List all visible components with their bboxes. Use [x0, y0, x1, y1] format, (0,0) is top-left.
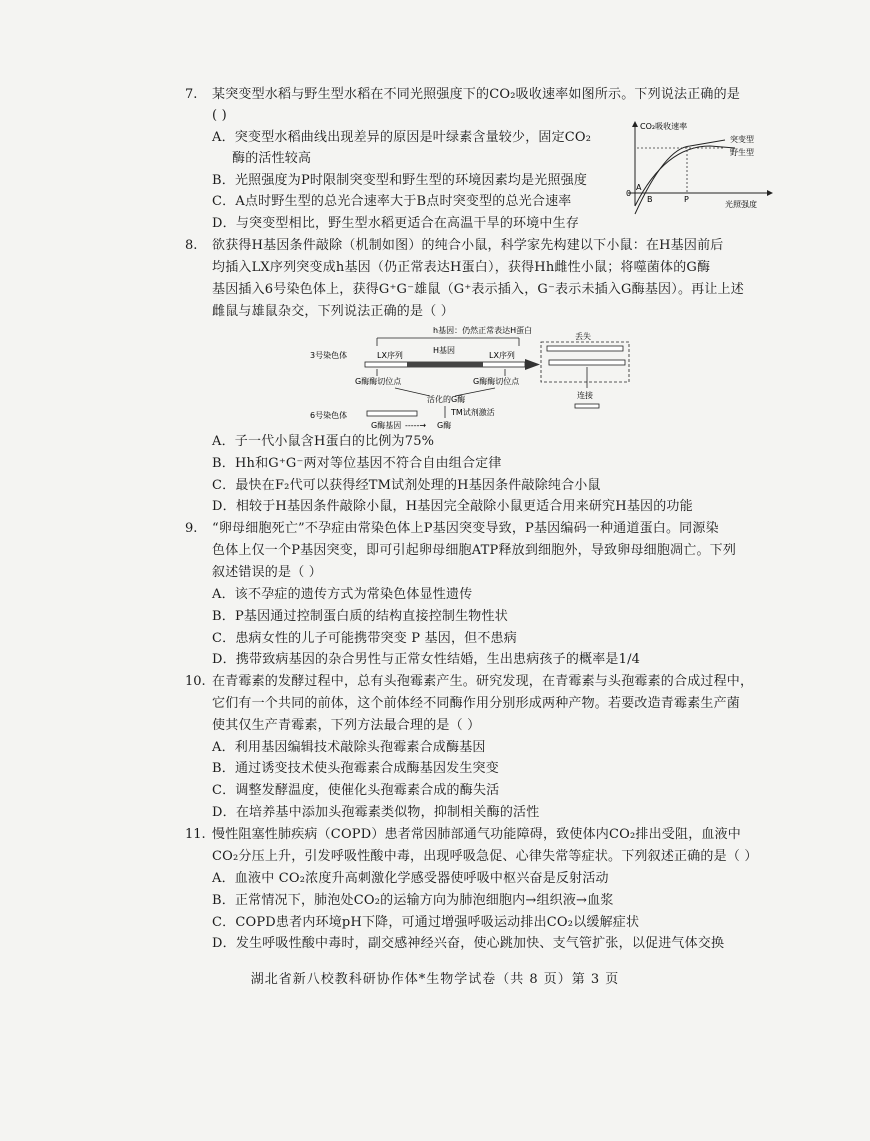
q9-stem-line3: 叙述错误的是（ ） — [212, 565, 322, 580]
q8-diagram-chr3: 3号染色体 — [310, 351, 348, 360]
q7-graph-x-arrow — [767, 190, 773, 196]
q8-diagram-h-gene: H基因 — [433, 346, 456, 355]
q8-chr6-bar — [367, 411, 417, 416]
q11-option-d: D．发生呼吸性酸中毒时，副交感神经兴奋，使心跳加快、支气管扩张，以促进气体交换 — [212, 936, 725, 951]
q11-option-a: A．血液中 CO₂浓度升高刺激化学感受器使呼吸中枢兴奋是反射活动 — [212, 871, 609, 886]
q7-stem-line2: ( ) — [212, 108, 227, 123]
q8-diagram-cut-right: G酶酶切位点 — [473, 377, 520, 386]
q7-graph-point-a: A — [636, 183, 642, 192]
q8-diagram-cut-left: G酶酶切位点 — [355, 377, 402, 386]
q10-stem-line3: 使其仅生产青霉素，下列方法最合理的是（ ） — [212, 718, 481, 733]
q8-stem-line3: 基因插入6号染色体上，获得G⁺G⁻雄鼠（G⁺表示插入，G⁻表示未插入G酶基因）。再让上述 — [212, 282, 744, 297]
q7-graph-origin: 0 — [626, 189, 632, 198]
q8-arrow-right-icon — [525, 359, 540, 370]
q9-number: 9. — [185, 521, 198, 536]
q11-stem-line2: CO₂分压上升，引发呼吸性酸中毒，出现呼吸急促、心律失常等症状。下列叙述正确的是（ ） — [212, 849, 758, 864]
q7-stem-line1: 某突变型水稻与野生型水稻在不同光照强度下的CO₂吸收速率如图所示。下列说法正确的是 — [212, 87, 741, 102]
q10-stem-line1: 在青霉素的发酵过程中，总有头孢霉素产生。研究发现，在青霉素与头孢霉素的合成过程中， — [212, 674, 754, 689]
q11-number: 11. — [185, 827, 206, 842]
q7-graph-point-p: P — [684, 195, 689, 204]
q8-diagram-chr6: 6号染色体 — [310, 411, 348, 420]
q8-diagram-lx-right: LX序列 — [489, 351, 515, 360]
q7-number: 7. — [185, 87, 198, 102]
q10-number: 10. — [185, 674, 206, 689]
q8-option-c: C．最快在F₂代可以获得经TM试剂处理的H基因条件敲除纯合小鼠 — [212, 478, 601, 493]
q11-option-b: B．正常情况下，肺泡处CO₂的运输方向为肺泡细胞内→组织液→血浆 — [212, 893, 614, 908]
q8-number: 8. — [185, 238, 198, 253]
q7-graph-series1: 突变型 — [730, 135, 754, 144]
q8-stem-line2: 均插入LX序列突变成h基因（仍正常表达H蛋白），获得Hh雌性小鼠；将噬菌体的G酶 — [212, 260, 711, 275]
q10-option-a: A．利用基因编辑技术敲除头孢霉素合成酶基因 — [212, 740, 486, 755]
q9-option-b: B．P基因通过控制蛋白质的结构直接控制生物性状 — [212, 609, 508, 624]
q10-option-b: B．通过诱变技术使头孢霉素合成酶基因发生突变 — [212, 761, 499, 776]
q8-option-d: D．相较于H基因条件敲除小鼠，H基因完全敲除小鼠更适合用来研究H基因的功能 — [212, 499, 693, 514]
q7-option-c: C．A点时野生型的总光合速率大于B点时突变型的总光合速率 — [212, 194, 572, 209]
q8-diagram-activated: 活化的G酶 — [427, 395, 466, 404]
q7-graph-xlabel: 光照强度 — [725, 200, 757, 209]
q10-option-c: C．调整发酵温度，使催化头孢霉素合成的酶失活 — [212, 783, 500, 798]
q8-h-gene-block — [407, 362, 483, 367]
q11-option-c: C．COPD患者内环境pH下降，可通过增强呼吸运动排出CO₂以缓解症状 — [212, 915, 640, 930]
q9-stem-line1: “卵母细胞死亡”不孕症由常染色体上P基因突变导致，P基因编码一种通道蛋白。同源染 — [212, 521, 719, 536]
q8-diagram-lx-left: LX序列 — [377, 351, 403, 360]
q10-stem-line2: 它们有一个共同的前体，这个前体经不同酶作用分别形成两种产物。若要改造青霉素生产菌 — [212, 696, 741, 711]
q9-stem-line2: 色体上仅一个P基因突变，即可引起卵母细胞ATP释放到细胞外，导致卵母细胞凋亡。下列 — [212, 543, 737, 558]
q8-diagram-ligate: 连接 — [577, 391, 593, 400]
q8-mechanism-diagram — [305, 322, 635, 432]
q7-graph-ylabel: CO₂吸收速率 — [640, 122, 688, 131]
q7-option-a-line1: A．突变型水稻曲线出现差异的原因是叶绿素含量较少，固定CO₂ — [212, 130, 592, 145]
q9-option-c: C．患病女性的儿子可能携带突变 P 基因，但不患病 — [212, 631, 517, 646]
page-footer: 湖北省新八校教科研协作体*生物学试卷（共 8 页）第 3 页 — [250, 972, 620, 987]
q8-option-a: A．子一代小鼠含H蛋白的比例为75% — [212, 434, 435, 449]
q7-graph-y-arrow — [632, 121, 638, 127]
svg-text:-----→: -----→ — [405, 421, 427, 430]
q9-option-a: A．该不孕症的遗传方式为常染色体显性遗传 — [212, 587, 473, 602]
q8-option-b: B．Hh和G⁺G⁻两对等位基因不符合自由组合定律 — [212, 456, 502, 471]
q8-stem-line1: 欲获得H基因条件敲除（机制如图）的纯合小鼠，科学家先构建以下小鼠：在H基因前后 — [212, 238, 724, 253]
q8-stem-line4: 雌鼠与雄鼠杂交，下列说法正确的是（ ） — [212, 304, 454, 319]
q9-option-d: D．携带致病基因的杂合男性与正常女性结婚，生出患病孩子的概率是1/4 — [212, 652, 641, 667]
q7-option-b: B．光照强度为P时限制突变型和野生型的环境因素均是光照强度 — [212, 173, 588, 188]
q8-diagram-h-label: h基因：仍然正常表达H蛋白 — [433, 326, 533, 335]
q7-graph-series2: 野生型 — [730, 148, 754, 157]
q7-option-d: D．与突变型相比，野生型水稻更适合在高温干旱的环境中生存 — [212, 216, 580, 231]
q8-diagram-g-enzyme: G酶 — [437, 421, 452, 430]
q8-diagram-g-gene: G酶基因 — [371, 421, 402, 430]
q8-diagram-tm: TM试剂激活 — [451, 408, 495, 417]
q7-co2-graph — [620, 118, 780, 218]
q11-stem-line1: 慢性阻塞性肺疾病（COPD）患者常因肺部通气功能障碍，致使体内CO₂排出受阻，血液中 — [212, 827, 741, 842]
q8-diagram-lost: 丢失 — [575, 332, 591, 341]
q7-graph-point-b: B — [647, 195, 653, 204]
q7-option-a-line2: 酶的活性较高 — [232, 151, 312, 166]
q10-option-d: D．在培养基中添加头孢霉素类似物，抑制相关酶的活性 — [212, 805, 540, 820]
